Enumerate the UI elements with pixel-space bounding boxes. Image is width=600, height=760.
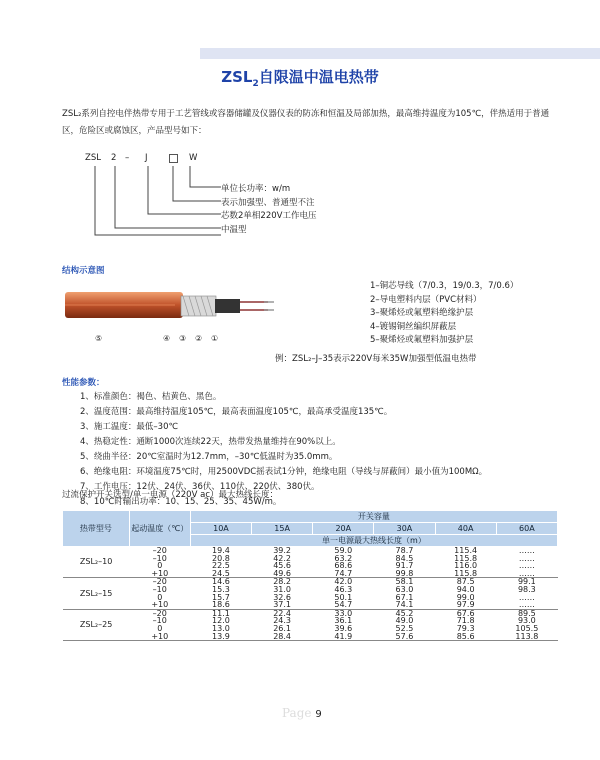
length-cell: 45.2 49.0 52.5 57.6	[374, 609, 435, 640]
amp-header: 20A	[313, 523, 374, 535]
cable-diagram	[65, 284, 275, 328]
length-cell: 59.0 63.2 68.6 74.7	[313, 547, 374, 578]
model-code-diagram: ZSL 2 – J W	[85, 153, 335, 243]
model-cell: ZSL₂–15	[63, 578, 129, 609]
page-number: Page 9	[282, 706, 322, 720]
amp-header: 15A	[252, 523, 313, 535]
length-cell: 33.0 36.1 39.6 41.9	[313, 609, 374, 640]
amp-header: 10A	[190, 523, 251, 535]
model-bracket-lines	[85, 153, 225, 243]
amp-header: 60A	[496, 523, 557, 535]
length-cell: 14.6 15.3 15.7 18.6	[190, 578, 251, 609]
length-cell: 58.1 63.0 67.1 74.1	[374, 578, 435, 609]
temp-cell: –20 –10 0 +10	[129, 609, 190, 640]
header-length: 单一电源最大热线长度（m）	[190, 535, 557, 547]
length-cell: 78.7 84.5 91.7 99.8	[374, 547, 435, 578]
intro-text: ZSL₂系列自控电伴热带专用于工艺管线或容器储罐及仪器仪表的防冻和恒温及局部加热，最高维持温度为105℃，伴热适用于普通区，危险区或腐蚀区，产品型号如下：	[62, 109, 550, 136]
header-bar	[200, 48, 600, 59]
model-cell: ZSL₂–10	[63, 547, 129, 578]
layer-list: 1–铜芯导线（7/0.3，19/0.3，7/0.6） 2–导电塑料内层（PVC材料） 3–聚烯烃或氟塑料绝缘护层 4–镀锡铜丝编织屏蔽层 5–聚烯烃或氟塑料加强护层	[370, 281, 519, 345]
header-model: 热带型号	[63, 511, 129, 547]
length-cell: 28.2 31.0 32.6 37.1	[252, 578, 313, 609]
length-cell: 87.5 94.0 99.0 97.9	[435, 578, 496, 609]
model-definitions: 单位长功率：w/m 表示加强型、普通型不注 芯数2单相220V工作电压 中温型	[221, 184, 317, 235]
length-cell: 11.1 12.0 13.0 13.9	[190, 609, 251, 640]
params-list: 1、标准颜色：褐色、桔黄色、黑色。 2、温度范围：最高维持温度105℃，最高表面温度105℃，最高承受温度135℃。 3、施工温度：最低–30℃ 4、热稳定性：通断1000次连续22天，热带发热量维持在90%以上。 5、绕曲半径：20℃室温时为12.7mm，–30℃低温时为35.0mm。 6、绝缘电阻：环境温度75℃时，用2500VDC摇表试1分钟，绝缘电阻（导线与屏蔽间）最小值为100MΩ。 7、工作电压：12伏、24伏、36伏、110伏、220伏、380伏。 8、10℃时输出功率：10、15、25、35、45W/m。	[80, 392, 488, 507]
temp-cell: –20 –10 0 +10	[129, 547, 190, 578]
header-start-temp: 起动温度（℃）	[129, 511, 190, 547]
header-capacity: 开关容量	[190, 511, 557, 523]
amp-header: 30A	[374, 523, 435, 535]
structure-title: 结构示意图	[62, 266, 105, 276]
params-title: 性能参数：	[62, 378, 105, 388]
length-cell: …… …… …… ……	[496, 547, 557, 578]
table-row	[63, 578, 558, 609]
length-table	[63, 511, 558, 641]
example-text: 例：ZSL₂–J–35表示220V每米35W加强型低温电热带	[275, 354, 477, 364]
length-cell: 115.4 115.8 116.0 115.8	[435, 547, 496, 578]
table-row	[63, 547, 558, 578]
length-cell: 39.2 42.2 45.6 49.6	[252, 547, 313, 578]
length-cell: 67.6 71.8 79.3 85.6	[435, 609, 496, 640]
overload-title: 过流保护开关选型/单一电源（220V ac）最大热线长度：	[62, 490, 278, 500]
model-cell: ZSL₂–25	[63, 609, 129, 640]
length-cell: 89.5 93.0 105.5 113.8	[496, 609, 557, 640]
length-cell: 22.4 24.3 26.1 28.4	[252, 609, 313, 640]
table-row	[63, 609, 558, 640]
length-cell: 42.0 46.3 50.1 54.7	[313, 578, 374, 609]
length-cell: 99.1 98.3 …… ……	[496, 578, 557, 609]
length-cell: 19.4 20.8 22.5 24.5	[190, 547, 251, 578]
amp-header: 40A	[435, 523, 496, 535]
temp-cell: –20 –10 0 +10	[129, 578, 190, 609]
page-title: $ZSL_2$自限温中温电热带	[221, 68, 379, 89]
